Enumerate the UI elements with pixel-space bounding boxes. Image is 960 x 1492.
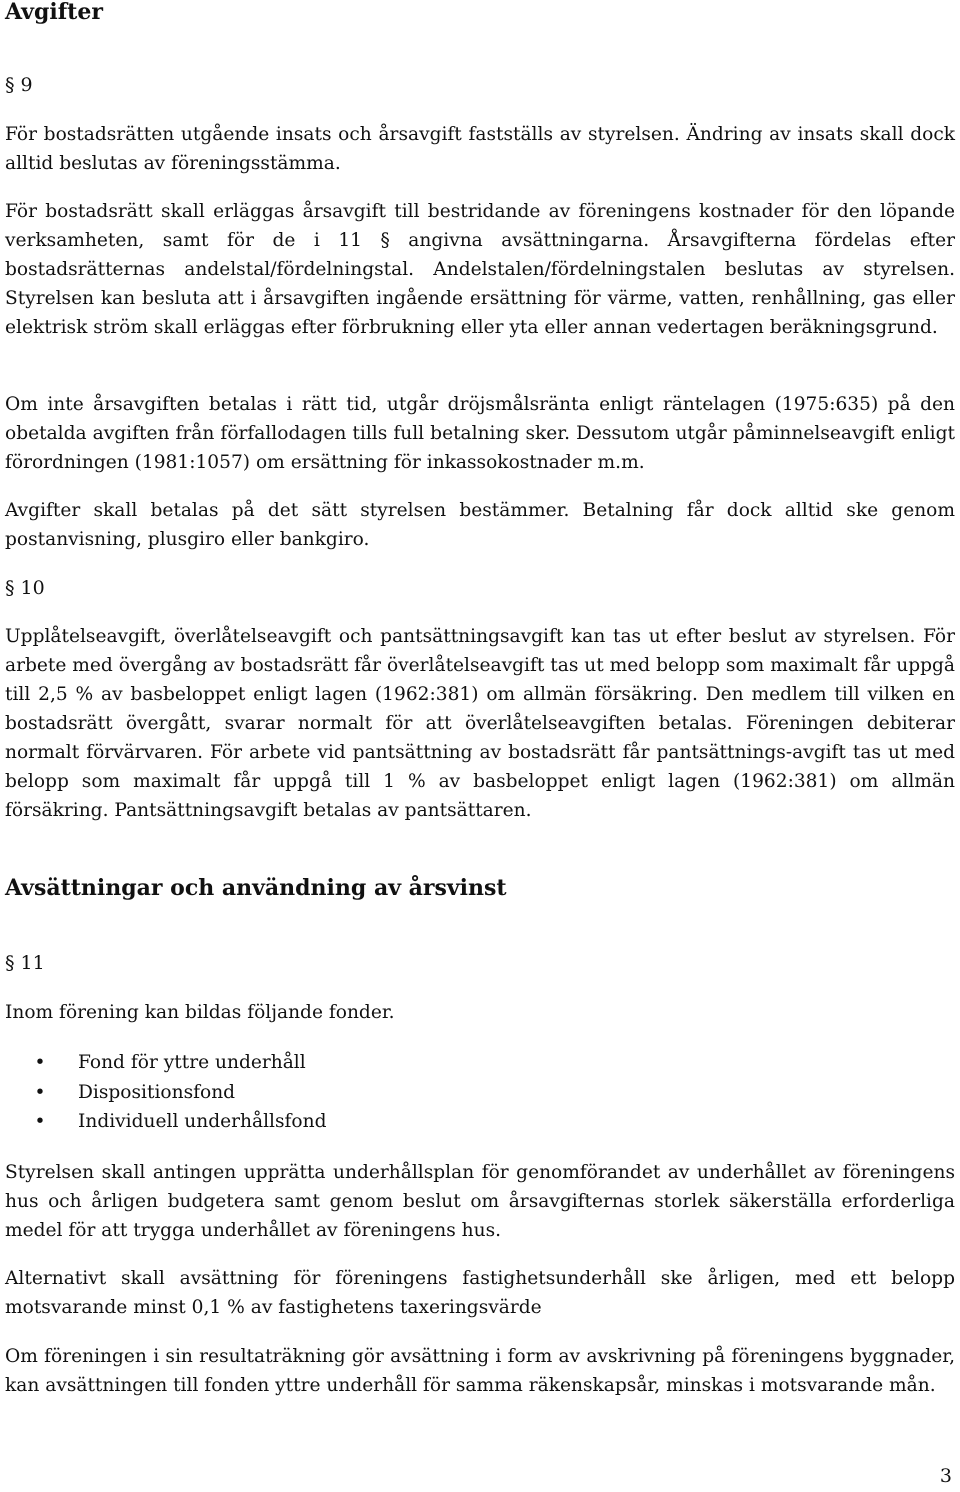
list-item: • Dispositionsfond [30, 1078, 930, 1108]
section-symbol: § [5, 577, 15, 599]
bullet-icon: • [34, 1111, 46, 1132]
paragraph-number: 11 [20, 952, 45, 974]
bullet-icon: • [34, 1052, 46, 1073]
body-paragraph: Inom förening kan bildas följande fonder. [5, 1002, 395, 1023]
section-symbol: § [5, 74, 15, 96]
body-paragraph: Alternativt skall avsättning för föreningens fastighetsunderhåll ske årligen, med ett belopp motsvarande minst 0,1 % av fastighetens taxeringsvärde [5, 1268, 955, 1318]
body-paragraph: Om inte årsavgiften betalas i rätt tid, utgår dröjsmålsränta enligt räntelagen (1975:635) på den obetalda avgiften från förfallodagen tills full betalning sker. Dessutom utgår påminnelseavgift enligt förordningen (1981:1057) om ersättning för inkassokostnader m.m. [5, 394, 955, 473]
body-paragraph: Styrelsen skall antingen upprätta underhållsplan för genomförandet av underhållet av föreningens hus och årligen budgetera samt genom beslut om årsavgifternas storlek säkerställa erforderliga medel för att trygga underhållet av föreningens hus. [5, 1162, 955, 1241]
section-heading-avsattningar: Avsättningar och användning av årsvinst [5, 875, 507, 901]
paragraph-number-11 [5, 948, 955, 978]
list-item: • Individuell underhållsfond [30, 1107, 930, 1137]
body-paragraph: Om föreningen i sin resultaträkning gör avsättning i form av avskrivning på föreningens byggnader, kan avsättningen till fonden yttre underhåll för samma räkenskapsår, minskas i motsvarande mån. [5, 1346, 955, 1396]
fund-list [30, 1048, 930, 1137]
section-heading-avgifter: Avgifter [5, 0, 103, 25]
body-paragraph: Avgifter skall betalas på det sätt styrelsen bestämmer. Betalning får dock alltid ske genom postanvisning, plusgiro eller bankgiro. [5, 500, 955, 550]
body-paragraph: För bostadsrätt skall erläggas årsavgift till bestridande av föreningens kostnader för den löpande verksamheten, samt för de i 11 § angivna avsättningarna. Årsavgifterna fördelas efter bostadsrätternas andelstal/fördelningstal. Andelstalen/fördelningstalen beslutas av styrelsen. Styrelsen kan besluta att i årsavgiften ingående ersättning för värme, vatten, renhållning, gas eller elektrisk ström skall erläggas efter förbrukning eller yta eller annan vedertagen beräkningsgrund. [5, 201, 955, 338]
paragraph-number-9 [5, 70, 955, 100]
paragraph-number: 9 [20, 74, 33, 96]
body-paragraph: Upplåtelseavgift, överlåtelseavgift och pantsättningsavgift kan tas ut efter beslut av styrelsen. För arbete med övergång av bostadsrätt får överlåtelseavgift tas ut med belopp som maximalt får uppgå till 2,5 % av basbeloppet enligt lagen (1962:381) om allmän försäkring. Den medlem till vilken en bostadsrätt övergått, svarar normalt för att överlåtelseavgiften betalas. Föreningen debiterar normalt förvärvaren. För arbete vid pantsättning av bostadsrätt får pantsättnings-avgift tas ut med belopp som maximalt får uppgå till 1 % av basbeloppet enligt lagen (1962:381) om allmän försäkring. Pantsättningsavgift betalas av pantsättaren. [5, 626, 955, 821]
body-paragraph: För bostadsrätten utgående insats och årsavgift fastställs av styrelsen. Ändring av insats skall dock alltid beslutas av föreningsstämma. [5, 124, 955, 174]
paragraph-number: 10 [20, 577, 45, 599]
bullet-icon: • [34, 1081, 46, 1103]
list-item: • Fond för yttre underhåll [30, 1048, 930, 1078]
page-number: 3 [939, 1465, 952, 1487]
section-symbol: § [5, 952, 15, 974]
paragraph-number-10 [5, 573, 955, 603]
